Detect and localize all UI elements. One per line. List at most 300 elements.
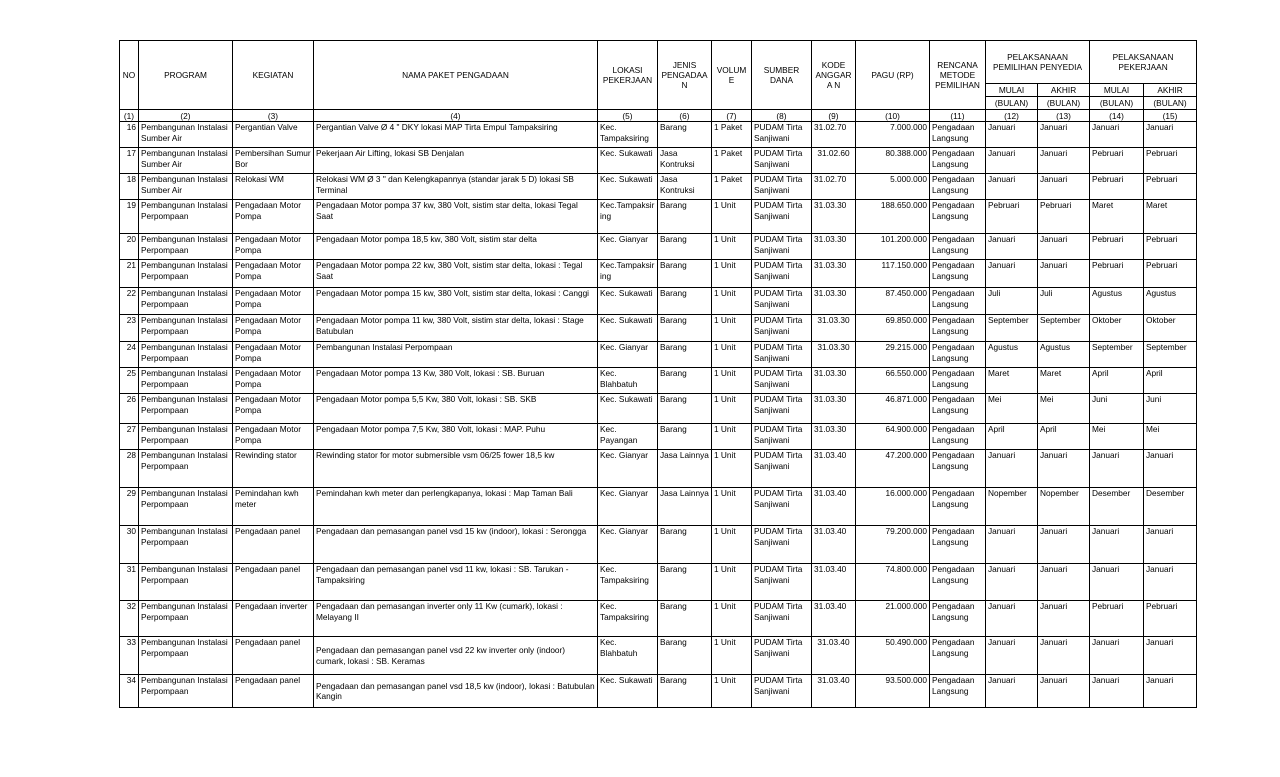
procurement-table [119, 40, 1197, 708]
cell-k_mulai: Oktober [1090, 315, 1144, 342]
cell-program: Pembangunan Instalasi Perpompaan [139, 394, 233, 424]
cell-no: 25 [120, 368, 139, 394]
col-header-bulan: (BULAN) [1038, 97, 1090, 110]
col-header-kode-anggaran: KODE ANGGARA N [812, 41, 856, 110]
cell-p_mulai: April [986, 424, 1038, 450]
cell-volume: 1 Paket [712, 148, 752, 174]
cell-volume: 1 Unit [712, 675, 752, 708]
cell-p_mulai: Januari [986, 601, 1038, 637]
header-row-indices [120, 110, 1197, 122]
cell-no: 32 [120, 601, 139, 637]
cell-k_akhir: Pebruari [1144, 601, 1197, 637]
cell-jenis: Barang [658, 200, 712, 234]
table-body [120, 122, 1197, 708]
cell-kegiatan: Pengadaan Motor Pompa [233, 200, 314, 234]
cell-k_mulai: Maret [1090, 200, 1144, 234]
cell-lokasi: Kec. Gianyar [598, 234, 658, 260]
col-index: (11) [930, 110, 986, 122]
cell-nama: Pengadaan Motor pompa 37 kw, 380 Volt, sistim star delta, lokasi Tegal Saat [314, 200, 598, 234]
col-header-pagu: PAGU (RP) [856, 41, 930, 110]
cell-k_mulai: Pebruari [1090, 174, 1144, 200]
cell-p_akhir: Januari [1038, 260, 1090, 288]
cell-k_akhir: Pebruari [1144, 174, 1197, 200]
cell-sumber: PUDAM Tirta Sanjiwani [752, 488, 812, 526]
cell-sumber: PUDAM Tirta Sanjiwani [752, 234, 812, 260]
cell-k_akhir: Juni [1144, 394, 1197, 424]
cell-k_akhir: Januari [1144, 675, 1197, 708]
cell-nama: Pemindahan kwh meter dan perlengkapanya, lokasi : Map Taman Bali [314, 488, 598, 526]
cell-no: 24 [120, 342, 139, 368]
col-index: (10) [856, 110, 930, 122]
cell-no: 29 [120, 488, 139, 526]
col-header-no: NO [120, 41, 139, 110]
cell-lokasi: Kec. Sukawati [598, 394, 658, 424]
cell-kode: 31.03.40 [812, 488, 856, 526]
table-row [120, 564, 1197, 601]
cell-sumber: PUDAM Tirta Sanjiwani [752, 368, 812, 394]
cell-metode: Pengadaan Langsung [930, 368, 986, 394]
cell-pagu: 5.000.000 [856, 174, 930, 200]
cell-p_akhir: Januari [1038, 637, 1090, 675]
cell-p_akhir: Januari [1038, 148, 1090, 174]
cell-metode: Pengadaan Langsung [930, 675, 986, 708]
cell-lokasi: Kec. Sukawati [598, 675, 658, 708]
cell-program: Pembangunan Instalasi Perpompaan [139, 260, 233, 288]
cell-no: 19 [120, 200, 139, 234]
cell-metode: Pengadaan Langsung [930, 148, 986, 174]
table-header [120, 41, 1197, 122]
cell-k_mulai: Januari [1090, 564, 1144, 601]
cell-no: 18 [120, 174, 139, 200]
cell-no: 30 [120, 526, 139, 564]
cell-pagu: 188.650.000 [856, 200, 930, 234]
cell-nama: Pergantian Valve Ø 4 " DKY lokasi MAP Tirta Empul Tampaksiring [314, 122, 598, 148]
col-header-kegiatan: KEGIATAN [233, 41, 314, 110]
cell-volume: 1 Paket [712, 174, 752, 200]
cell-p_mulai: Januari [986, 564, 1038, 601]
cell-p_mulai: Maret [986, 368, 1038, 394]
cell-k_akhir: Maret [1144, 200, 1197, 234]
cell-no: 31 [120, 564, 139, 601]
col-header-group-pekerjaan: PELAKSANAAN PEKERJAAN [1090, 41, 1197, 84]
cell-pagu: 46.871.000 [856, 394, 930, 424]
cell-metode: Pengadaan Langsung [930, 564, 986, 601]
col-index: (2) [139, 110, 233, 122]
cell-kegiatan: Pembersihan Sumur Bor [233, 148, 314, 174]
cell-pagu: 64.900.000 [856, 424, 930, 450]
cell-k_akhir: Januari [1144, 637, 1197, 675]
cell-pagu: 7.000.000 [856, 122, 930, 148]
cell-lokasi: Kec.Tampaksiring [598, 200, 658, 234]
cell-p_akhir: Januari [1038, 234, 1090, 260]
cell-program: Pembangunan Instalasi Perpompaan [139, 526, 233, 564]
cell-nama: Pengadaan Motor pompa 22 kw, 380 Volt, sistim star delta, lokasi : Tegal Saat [314, 260, 598, 288]
cell-nama: Pengadaan Motor pompa 13 Kw, 380 Volt, lokasi : SB. Buruan [314, 368, 598, 394]
cell-pagu: 66.550.000 [856, 368, 930, 394]
col-index: (15) [1144, 110, 1197, 122]
cell-sumber: PUDAM Tirta Sanjiwani [752, 637, 812, 675]
cell-program: Pembangunan Instalasi Perpompaan [139, 601, 233, 637]
cell-k_akhir: September [1144, 342, 1197, 368]
cell-kode: 31.03.30 [812, 260, 856, 288]
col-header-pekerjaan-mulai: MULAI [1090, 84, 1144, 97]
cell-kegiatan: Pengadaan panel [233, 637, 314, 675]
cell-p_mulai: Agustus [986, 342, 1038, 368]
col-header-bulan: (BULAN) [986, 97, 1038, 110]
cell-lokasi: Kec. Sukawati [598, 148, 658, 174]
col-header-group-pemilihan: PELAKSANAAN PEMILIHAN PENYEDIA [986, 41, 1090, 84]
cell-metode: Pengadaan Langsung [930, 450, 986, 488]
cell-no: 34 [120, 675, 139, 708]
cell-metode: Pengadaan Langsung [930, 315, 986, 342]
cell-lokasi: Kec. Gianyar [598, 526, 658, 564]
table-row [120, 342, 1197, 368]
cell-volume: 1 Unit [712, 368, 752, 394]
cell-pagu: 50.490.000 [856, 637, 930, 675]
col-index: (3) [233, 110, 314, 122]
cell-p_akhir: April [1038, 424, 1090, 450]
cell-pagu: 47.200.000 [856, 450, 930, 488]
cell-p_mulai: September [986, 315, 1038, 342]
cell-sumber: PUDAM Tirta Sanjiwani [752, 122, 812, 148]
cell-program: Pembangunan Instalasi Perpompaan [139, 450, 233, 488]
cell-kode: 31.03.30 [812, 234, 856, 260]
cell-metode: Pengadaan Langsung [930, 200, 986, 234]
cell-k_mulai: September [1090, 342, 1144, 368]
cell-nama: Pengadaan Motor pompa 11 kw, 380 Volt, sistim star delta, lokasi : Stage Batubulan [314, 315, 598, 342]
cell-metode: Pengadaan Langsung [930, 394, 986, 424]
cell-nama: Pengadaan Motor pompa 15 kw, 380 Volt, sistim star delta, lokasi : Canggi [314, 288, 598, 315]
cell-pagu: 80.388.000 [856, 148, 930, 174]
cell-lokasi: Kec. Tampaksiring [598, 122, 658, 148]
cell-k_mulai: April [1090, 368, 1144, 394]
cell-kegiatan: Pengadaan inverter [233, 601, 314, 637]
cell-nama: Pengadaan dan pemasangan panel vsd 11 kw, lokasi : SB. Tarukan - Tampaksiring [314, 564, 598, 601]
col-index: (4) [314, 110, 598, 122]
table-row [120, 288, 1197, 315]
cell-program: Pembangunan Instalasi Sumber Air [139, 174, 233, 200]
cell-metode: Pengadaan Langsung [930, 637, 986, 675]
cell-nama: Pengadaan dan pemasangan inverter only 11 Kw (cumark), lokasi : Melayang II [314, 601, 598, 637]
cell-k_akhir: Januari [1144, 526, 1197, 564]
table-row [120, 675, 1197, 708]
cell-program: Pembangunan Instalasi Perpompaan [139, 675, 233, 708]
cell-nama: Relokasi WM Ø 3 " dan Kelengkapannya (standar jarak 5 D) lokasi SB Terminal [314, 174, 598, 200]
col-header-jenis: JENIS PENGADAAN [658, 41, 712, 110]
cell-lokasi: Kec. Gianyar [598, 342, 658, 368]
cell-p_mulai: Nopember [986, 488, 1038, 526]
cell-k_mulai: Januari [1090, 122, 1144, 148]
cell-metode: Pengadaan Langsung [930, 601, 986, 637]
cell-sumber: PUDAM Tirta Sanjiwani [752, 315, 812, 342]
col-header-bulan: (BULAN) [1090, 97, 1144, 110]
cell-lokasi: Kec. Sukawati [598, 174, 658, 200]
cell-kode: 31.03.30 [812, 315, 856, 342]
cell-no: 21 [120, 260, 139, 288]
cell-p_akhir: Januari [1038, 174, 1090, 200]
cell-sumber: PUDAM Tirta Sanjiwani [752, 288, 812, 315]
cell-pagu: 87.450.000 [856, 288, 930, 315]
cell-metode: Pengadaan Langsung [930, 122, 986, 148]
cell-jenis: Barang [658, 122, 712, 148]
cell-pagu: 93.500.000 [856, 675, 930, 708]
table-row [120, 260, 1197, 288]
cell-lokasi: Kec.Tampaksiring [598, 260, 658, 288]
col-header-volume: VOLUME [712, 41, 752, 110]
cell-kode: 31.03.40 [812, 601, 856, 637]
table-row [120, 122, 1197, 148]
cell-jenis: Barang [658, 601, 712, 637]
cell-program: Pembangunan Instalasi Perpompaan [139, 424, 233, 450]
table-row [120, 148, 1197, 174]
cell-sumber: PUDAM Tirta Sanjiwani [752, 564, 812, 601]
cell-kegiatan: Pengadaan Motor Pompa [233, 260, 314, 288]
cell-sumber: PUDAM Tirta Sanjiwani [752, 200, 812, 234]
cell-k_akhir: Pebruari [1144, 148, 1197, 174]
cell-k_akhir: Desember [1144, 488, 1197, 526]
cell-volume: 1 Unit [712, 526, 752, 564]
cell-nama: Pengadaan Motor pompa 5,5 Kw, 380 Volt, lokasi : SB. SKB [314, 394, 598, 424]
cell-metode: Pengadaan Langsung [930, 260, 986, 288]
cell-metode: Pengadaan Langsung [930, 342, 986, 368]
cell-p_akhir: Januari [1038, 526, 1090, 564]
cell-program: Pembangunan Instalasi Perpompaan [139, 368, 233, 394]
cell-volume: 1 Unit [712, 394, 752, 424]
cell-lokasi: Kec. Payangan [598, 424, 658, 450]
header-row-main [120, 41, 1197, 84]
table-row [120, 234, 1197, 260]
cell-sumber: PUDAM Tirta Sanjiwani [752, 675, 812, 708]
cell-k_mulai: Januari [1090, 675, 1144, 708]
table-row [120, 424, 1197, 450]
cell-volume: 1 Unit [712, 234, 752, 260]
cell-pagu: 69.850.000 [856, 315, 930, 342]
cell-jenis: Barang [658, 564, 712, 601]
cell-k_akhir: Agustus [1144, 288, 1197, 315]
col-index: (12) [986, 110, 1038, 122]
cell-kegiatan: Pengadaan panel [233, 675, 314, 708]
cell-nama: Pengadaan dan pemasangan panel vsd 15 kw (indoor), lokasi : Serongga [314, 526, 598, 564]
cell-no: 23 [120, 315, 139, 342]
cell-metode: Pengadaan Langsung [930, 488, 986, 526]
cell-sumber: PUDAM Tirta Sanjiwani [752, 148, 812, 174]
table-row [120, 601, 1197, 637]
cell-k_akhir: Oktober [1144, 315, 1197, 342]
table-row [120, 394, 1197, 424]
cell-p_mulai: Januari [986, 122, 1038, 148]
cell-no: 22 [120, 288, 139, 315]
cell-kode: 31.02.70 [812, 122, 856, 148]
cell-p_akhir: Pebruari [1038, 200, 1090, 234]
cell-lokasi: Kec. Gianyar [598, 450, 658, 488]
cell-pagu: 117.150.000 [856, 260, 930, 288]
cell-volume: 1 Unit [712, 637, 752, 675]
cell-kegiatan: Pengadaan panel [233, 564, 314, 601]
cell-k_mulai: Januari [1090, 637, 1144, 675]
cell-k_mulai: Pebruari [1090, 260, 1144, 288]
cell-k_akhir: Januari [1144, 450, 1197, 488]
cell-volume: 1 Unit [712, 288, 752, 315]
table-row [120, 488, 1197, 526]
cell-kegiatan: Pengadaan Motor Pompa [233, 315, 314, 342]
cell-volume: 1 Paket [712, 122, 752, 148]
cell-metode: Pengadaan Langsung [930, 424, 986, 450]
cell-jenis: Barang [658, 368, 712, 394]
cell-no: 20 [120, 234, 139, 260]
cell-program: Pembangunan Instalasi Perpompaan [139, 488, 233, 526]
cell-kegiatan: Rewinding stator [233, 450, 314, 488]
cell-p_mulai: Mei [986, 394, 1038, 424]
cell-jenis: Jasa Kontruksi [658, 174, 712, 200]
col-index: (9) [812, 110, 856, 122]
cell-lokasi: Kec. Blahbatuh [598, 637, 658, 675]
col-header-pemilihan-akhir: AKHIR [1038, 84, 1090, 97]
col-header-program: PROGRAM [139, 41, 233, 110]
cell-program: Pembangunan Instalasi Perpompaan [139, 200, 233, 234]
cell-k_akhir: Mei [1144, 424, 1197, 450]
cell-nama: Pengadaan Motor pompa 18,5 kw, 380 Volt, sistim star delta [314, 234, 598, 260]
cell-jenis: Barang [658, 288, 712, 315]
cell-lokasi: Kec. Blahbatuh [598, 368, 658, 394]
col-index: (1) [120, 110, 139, 122]
cell-pagu: 21.000.000 [856, 601, 930, 637]
col-index: (5) [598, 110, 658, 122]
cell-sumber: PUDAM Tirta Sanjiwani [752, 424, 812, 450]
col-header-pekerjaan-akhir: AKHIR [1144, 84, 1197, 97]
cell-kode: 31.03.30 [812, 424, 856, 450]
cell-p_mulai: Januari [986, 174, 1038, 200]
cell-nama: Pembangunan Instalasi Perpompaan [314, 342, 598, 368]
col-header-lokasi: LOKASI PEKERJAAN [598, 41, 658, 110]
cell-sumber: PUDAM Tirta Sanjiwani [752, 394, 812, 424]
cell-pagu: 79.200.000 [856, 526, 930, 564]
table-row [120, 526, 1197, 564]
cell-jenis: Barang [658, 675, 712, 708]
cell-k_mulai: Pebruari [1090, 601, 1144, 637]
table-row [120, 637, 1197, 675]
cell-kegiatan: Relokasi WM [233, 174, 314, 200]
table-row [120, 315, 1197, 342]
cell-p_akhir: Januari [1038, 564, 1090, 601]
col-header-sumber-dana: SUMBER DANA [752, 41, 812, 110]
cell-lokasi: Kec. Gianyar [598, 488, 658, 526]
cell-kegiatan: Pengadaan Motor Pompa [233, 368, 314, 394]
cell-sumber: PUDAM Tirta Sanjiwani [752, 342, 812, 368]
cell-jenis: Barang [658, 342, 712, 368]
cell-k_mulai: Pebruari [1090, 234, 1144, 260]
cell-kode: 31.03.40 [812, 564, 856, 601]
col-index: (8) [752, 110, 812, 122]
table-row [120, 174, 1197, 200]
cell-k_mulai: Mei [1090, 424, 1144, 450]
cell-p_akhir: Januari [1038, 450, 1090, 488]
cell-kode: 31.02.70 [812, 174, 856, 200]
col-header-nama-paket: NAMA PAKET PENGADAAN [314, 41, 598, 110]
cell-no: 16 [120, 122, 139, 148]
cell-volume: 1 Unit [712, 450, 752, 488]
cell-p_mulai: Juli [986, 288, 1038, 315]
cell-volume: 1 Unit [712, 424, 752, 450]
cell-no: 26 [120, 394, 139, 424]
cell-p_mulai: Januari [986, 234, 1038, 260]
cell-p_akhir: Agustus [1038, 342, 1090, 368]
cell-sumber: PUDAM Tirta Sanjiwani [752, 601, 812, 637]
cell-pagu: 74.800.000 [856, 564, 930, 601]
cell-k_mulai: Desember [1090, 488, 1144, 526]
cell-p_mulai: Januari [986, 450, 1038, 488]
col-header-bulan: (BULAN) [1144, 97, 1197, 110]
cell-p_akhir: Januari [1038, 601, 1090, 637]
cell-pagu: 101.200.000 [856, 234, 930, 260]
cell-volume: 1 Unit [712, 488, 752, 526]
col-header-pemilihan-mulai: MULAI [986, 84, 1038, 97]
cell-program: Pembangunan Instalasi Perpompaan [139, 288, 233, 315]
cell-program: Pembangunan Instalasi Perpompaan [139, 564, 233, 601]
cell-kode: 31.02.60 [812, 148, 856, 174]
col-header-metode: RENCANA METODE PEMILIHAN [930, 41, 986, 110]
cell-jenis: Jasa Lainnya [658, 488, 712, 526]
cell-metode: Pengadaan Langsung [930, 174, 986, 200]
cell-p_akhir: Juli [1038, 288, 1090, 315]
cell-nama: Pengadaan Motor pompa 7,5 Kw, 380 Volt, lokasi : MAP. Puhu [314, 424, 598, 450]
cell-pagu: 29.215.000 [856, 342, 930, 368]
cell-metode: Pengadaan Langsung [930, 526, 986, 564]
cell-k_mulai: Januari [1090, 450, 1144, 488]
cell-p_mulai: Januari [986, 148, 1038, 174]
cell-k_mulai: Pebruari [1090, 148, 1144, 174]
cell-k_mulai: Januari [1090, 526, 1144, 564]
cell-kegiatan: Pengadaan Motor Pompa [233, 342, 314, 368]
cell-kode: 31.03.40 [812, 526, 856, 564]
cell-jenis: Jasa Lainnya [658, 450, 712, 488]
cell-k_mulai: Juni [1090, 394, 1144, 424]
table-row [120, 368, 1197, 394]
cell-jenis: Barang [658, 234, 712, 260]
cell-kode: 31.03.40 [812, 450, 856, 488]
table-row [120, 450, 1197, 488]
cell-kode: 31.03.40 [812, 675, 856, 708]
cell-p_akhir: Januari [1038, 122, 1090, 148]
cell-k_akhir: Januari [1144, 122, 1197, 148]
cell-kegiatan: Pengadaan panel [233, 526, 314, 564]
cell-no: 28 [120, 450, 139, 488]
cell-jenis: Barang [658, 637, 712, 675]
cell-metode: Pengadaan Langsung [930, 288, 986, 315]
cell-kode: 31.03.30 [812, 200, 856, 234]
cell-sumber: PUDAM Tirta Sanjiwani [752, 174, 812, 200]
cell-kegiatan: Pergantian Valve [233, 122, 314, 148]
cell-jenis: Barang [658, 260, 712, 288]
cell-lokasi: Kec. Tampaksiring [598, 564, 658, 601]
cell-p_akhir: Januari [1038, 675, 1090, 708]
cell-lokasi: Kec. Sukawati [598, 288, 658, 315]
cell-program: Pembangunan Instalasi Perpompaan [139, 342, 233, 368]
col-index: (13) [1038, 110, 1090, 122]
cell-kegiatan: Pengadaan Motor Pompa [233, 234, 314, 260]
cell-sumber: PUDAM Tirta Sanjiwani [752, 260, 812, 288]
cell-program: Pembangunan Instalasi Sumber Air [139, 148, 233, 174]
cell-p_akhir: Nopember [1038, 488, 1090, 526]
cell-jenis: Barang [658, 424, 712, 450]
cell-program: Pembangunan Instalasi Perpompaan [139, 637, 233, 675]
cell-jenis: Jasa Kontruksi [658, 148, 712, 174]
col-index: (7) [712, 110, 752, 122]
cell-kode: 31.03.30 [812, 368, 856, 394]
cell-k_akhir: April [1144, 368, 1197, 394]
cell-jenis: Barang [658, 526, 712, 564]
cell-nama: Pengadaan dan pemasangan panel vsd 22 kw inverter only (indoor) cumark, lokasi : SB. Keramas [314, 637, 598, 675]
cell-volume: 1 Unit [712, 200, 752, 234]
